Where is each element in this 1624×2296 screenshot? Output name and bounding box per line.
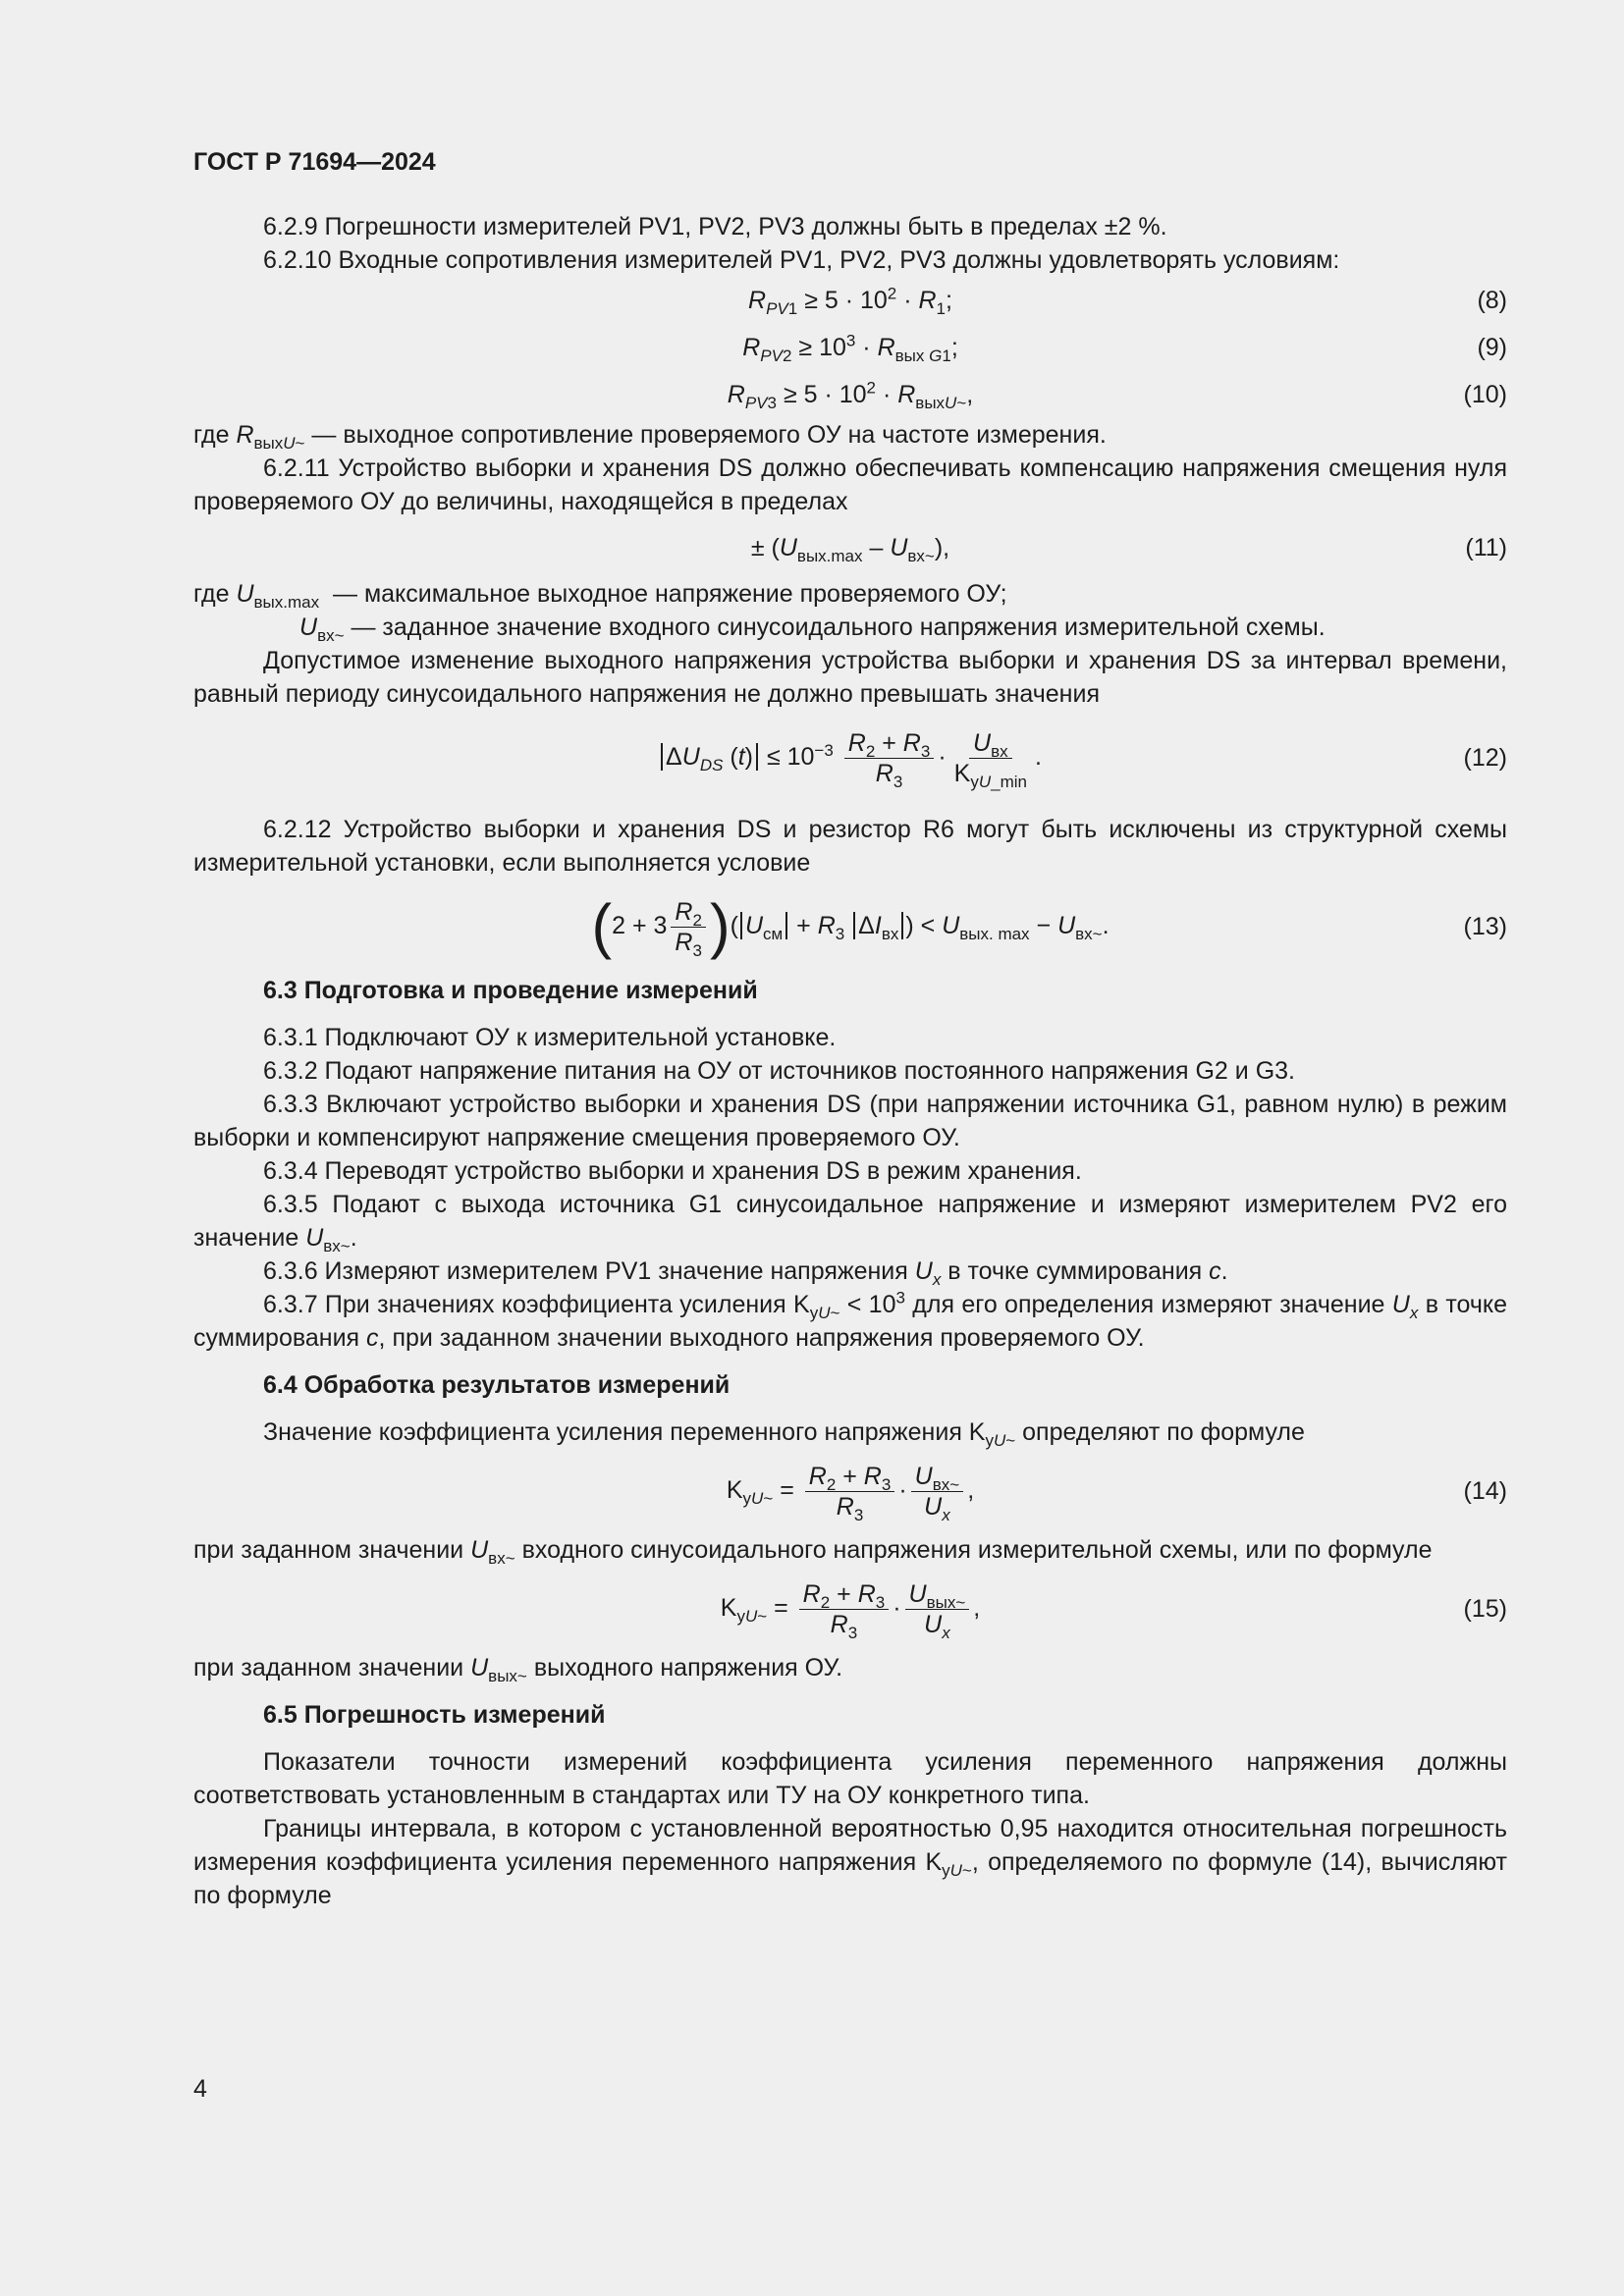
- eq-number-12: (12): [1463, 744, 1507, 772]
- eq-number-8: (8): [1477, 287, 1507, 314]
- formula-12-body: $\Delta U_{DS}$ $(t) \le 10^{-3}$ $\frac{R_2 + R_3}{R_3}$ · $\frac{U_{вх}}{K_{уU\_min}}$ .: [659, 728, 1042, 788]
- paragraph-6-4: Значение коэффициента усиления переменного напряжения $K_{уU\sim}$ определяют по формуле: [263, 1418, 1305, 1450]
- paragraph-allowable-change: Допустимое изменение выходного напряжения устройства выборки и хранения DS за интервал времени, равный периоду синусоидального напряжения не должно превышать значения: [193, 647, 1507, 708]
- paragraph-after-15: при заданном значении $U_{вых\sim}$ выходного напряжения ОУ.: [193, 1654, 843, 1685]
- formula-13-body: (2 + 3 $\frac{R_2}{R_3}$ )( $U_{см} + R_3$ $\Delta I_{вх}$ ) < $U_{вых. max} - U_{вх\sim}$.: [591, 892, 1110, 960]
- paragraph-6-3-5: 6.3.5 Подают с выхода источника G1 синусоидальное напряжение и измеряют измерителем PV2 его значение $U_{вх\sim}$.: [193, 1191, 1507, 1255]
- page-content: [193, 145, 1507, 1912]
- paragraph-6-2-11: 6.2.11 Устройство выборки и хранения DS должно обеспечивать компенсацию напряжения смещения нуля проверяемого ОУ до величины, находящейся в пределах: [193, 454, 1507, 515]
- eq-number-15: (15): [1463, 1595, 1507, 1623]
- formula-11-body: ± $(U_{вых.max} - U_{вх\sim})$,: [750, 534, 950, 565]
- document-header: ГОСТ Р 71694—2024: [193, 148, 436, 176]
- paragraph-6-3-4: 6.3.4 Переводят устройство выборки и хранения DS в режим хранения.: [263, 1157, 1082, 1185]
- formula-10-body: $R_{PV3} \ge 5 \cdot 10^2 \cdot R_{выхU\sim}$,: [727, 378, 974, 412]
- formula-11: [193, 518, 1507, 577]
- eq-number-14: (14): [1463, 1477, 1507, 1505]
- paragraph-6-2-9: 6.2.9 Погрешности измерителей PV1, PV2, PV3 должны быть в пределах ±2 %.: [263, 213, 1167, 240]
- where-clause-umax: где $U_{вых.max}$ — максимальное выходное напряжение проверяемого ОУ;: [193, 580, 1007, 612]
- eq-number-9: (9): [1477, 334, 1507, 361]
- formula-15: [193, 1573, 1507, 1645]
- paragraph-6-5-interval: Границы интервала, в котором с установленной вероятностью 0,95 находится относительная погрешность измерения коэффициента усиления переменного напряжения $K_{уU\sim}$, определяемого по формуле (14), вычисляют по формуле: [193, 1815, 1507, 1909]
- formula-15-body: $K_{уU\sim}$ = $\frac{R_2 + R_3}{R_3}$ · $\frac{U_{вых\sim}}{U_x}$ ,: [720, 1579, 981, 1642]
- section-heading-6-3: 6.3 Подготовка и проведение измерений: [263, 977, 758, 1004]
- section-heading-6-5: 6.5 Погрешность измерений: [263, 1701, 606, 1729]
- page-number: 4: [193, 2075, 207, 2103]
- paragraph-after-14: при заданном значении $U_{вх\sim}$ входного синусоидального напряжения измерительной схемы, или по формуле: [193, 1536, 1433, 1568]
- where-clause-uvx: $U_{вх\sim}$ — заданное значение входного синусоидального напряжения измерительной схемы.: [299, 614, 1326, 645]
- formula-9-body: $R_{PV2} \ge 10^3 \cdot R_{вых G1}$;: [742, 331, 958, 365]
- formula-8-body: $R_{PV1} \ge 5 \cdot 10^2 \cdot R_1$;: [748, 284, 952, 318]
- paragraph-6-3-6: 6.3.6 Измеряют измерителем PV1 значение напряжения $U_x$ в точке суммирования c.: [263, 1257, 1228, 1289]
- section-heading-6-4: 6.4 Обработка результатов измерений: [263, 1371, 731, 1399]
- formula-12: [193, 721, 1507, 795]
- eq-number-11: (11): [1465, 534, 1507, 561]
- formula-9: [193, 324, 1507, 371]
- formula-10: [193, 371, 1507, 418]
- eq-number-10: (10): [1463, 381, 1507, 408]
- paragraph-6-3-7: 6.3.7 При значениях коэффициента усиления $K_{уU\sim} < 10^3$ для его определения измеряют значение $U_x$ в точке суммирования c, при заданном значении выходного напряжения проверяемого ОУ.: [193, 1288, 1507, 1352]
- formula-13: [193, 889, 1507, 964]
- paragraph-6-3-1: 6.3.1 Подключают ОУ к измерительной установке.: [263, 1024, 837, 1051]
- formula-8: [193, 277, 1507, 324]
- paragraph-6-3-3: 6.3.3 Включают устройство выборки и хранения DS (при напряжении источника G1, равном нулю) в режим выборки и компенсируют напряжение смещения проверяемого ОУ.: [193, 1091, 1507, 1151]
- formula-14-body: $K_{уU\sim}$ = $\frac{R_2 + R_3}{R_3}$ · $\frac{U_{вх\sim}}{U_x}$ ,: [726, 1462, 975, 1524]
- paragraph-6-5-accuracy: Показатели точности измерений коэффициента усиления переменного напряжения должны соответствовать установленным в стандартах или ТУ на ОУ конкретного типа.: [193, 1748, 1507, 1809]
- formula-14: [193, 1455, 1507, 1527]
- where-clause-rvyx: где $R_{выхU\sim}$ — выходное сопротивление проверяемого ОУ на частоте измерения.: [193, 421, 1107, 453]
- paragraph-6-3-2: 6.3.2 Подают напряжение питания на ОУ от источников постоянного напряжения G2 и G3.: [263, 1057, 1295, 1085]
- eq-number-13: (13): [1463, 913, 1507, 940]
- paragraph-6-2-12: 6.2.12 Устройство выборки и хранения DS и резистор R6 могут быть исключены из структурной схемы измерительной установки, если выполняется условие: [193, 816, 1507, 877]
- paragraph-6-2-10: 6.2.10 Входные сопротивления измерителей PV1, PV2, PV3 должны удовлетворять условиям:: [263, 246, 1340, 274]
